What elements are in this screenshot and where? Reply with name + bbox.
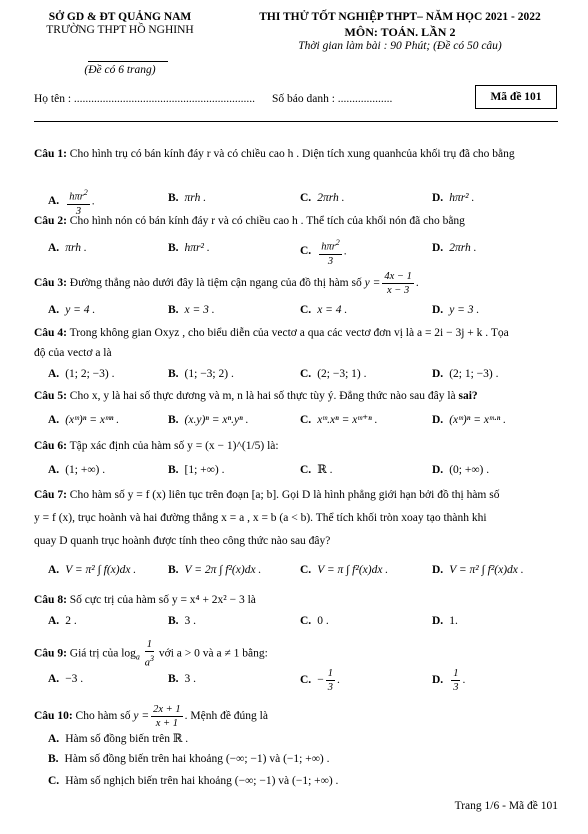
subject-title: MÔN: TOÁN. LẦN 2 — [344, 25, 456, 39]
question-5 — [34, 387, 558, 405]
option-b[interactable]: B. πrh . — [168, 192, 207, 204]
page-count: (Đề có 6 trang) — [84, 64, 156, 76]
option-b[interactable]: B. Hàm số đồng biến trên hai khoảng (−∞; −1) và (−1; +∞) . — [48, 753, 330, 765]
question-6 — [34, 437, 558, 455]
question-emphasis: sai? — [458, 390, 478, 402]
option-b[interactable]: B. x = 3 . — [168, 304, 215, 316]
question-text: Cho hình trụ có bán kính đáy r và có chiều cao h . Diện tích xung quanhcủa khối trụ đã cho bằng — [69, 148, 515, 160]
question-text: Cho hình nón có bán kính đáy r và có chiều cao h . Thể tích của khối nón đã cho bằng — [69, 215, 465, 227]
option-b[interactable]: B. hπr² . — [168, 242, 210, 254]
option-c[interactable]: C. $\frac{h\pi r^2}{3}$ . — [300, 238, 347, 267]
question-text: Số cực trị của hàm số y = x⁴ + 2x² − 3 là — [69, 594, 256, 606]
page-footer: Trang 1/6 - Mã đề 101 — [454, 800, 558, 812]
option-d[interactable]: D. $\frac{1}{3}$ . — [432, 668, 466, 693]
option-c[interactable]: C. 0 . — [300, 615, 329, 627]
question-8 — [34, 591, 558, 609]
question-3: Câu 3: Đường thẳng nào dưới đây là tiệm cận ngang của đồ thị hàm số y = $\frac{4x - 1}{x - 3}$ . — [34, 271, 419, 296]
question-text: Đường thẳng nào dưới đây là tiệm cận ngang của đồ thị hàm số — [69, 277, 362, 290]
option-a[interactable]: A. Hàm số đồng biến trên ℝ . — [48, 733, 189, 745]
exam-time: Thời gian làm bài : 90 Phút; (Đề có 50 câu) — [298, 40, 502, 52]
school-name: TRƯỜNG THPT HỒ NGHINH — [46, 24, 194, 36]
question-1 — [34, 145, 558, 163]
header-divider — [88, 61, 168, 62]
option-d[interactable]: D. V = π² ∫ f²(x)dx . — [432, 564, 524, 576]
question-7 — [34, 486, 558, 504]
question-7-line-2: y = f (x), trục hoành và hai đường thẳng x = a , x = b (a < b). Thể tích khối tròn xoay tạo thành khi — [34, 512, 487, 524]
option-b[interactable]: B. V = 2π ∫ f²(x)dx . — [168, 564, 262, 576]
header-separator — [34, 121, 558, 122]
question-text: Tập xác định của hàm số y = (x − 1)^(1/5) là: — [69, 440, 279, 452]
option-a[interactable]: A. −3 . — [48, 673, 84, 685]
question-text-tail: . Mệnh đề đúng là — [184, 710, 268, 723]
question-number: Câu 10: — [34, 710, 73, 723]
question-2 — [34, 212, 558, 230]
option-a[interactable]: A. (xᵐ)ⁿ = xᵐⁿ . — [48, 414, 120, 426]
question-text: Cho x, y là hai số thực dương và m, n là hai số thực tùy ý. Đẳng thức nào sau đây là — [69, 390, 456, 402]
question-10: Câu 10: Cho hàm số y = $\frac{2x + 1}{x + 1}$ . Mệnh đề đúng là — [34, 704, 268, 729]
question-number: Câu 5: — [34, 390, 67, 402]
option-a[interactable]: A. V = π² ∫ f(x)dx . — [48, 564, 137, 576]
option-a[interactable]: A. $\frac{h\pi r^2}{3}$ . — [48, 188, 95, 217]
question-4-line-2: độ của vectơ a là — [34, 347, 112, 359]
question-text: Cho hàm số y = f (x) liên tục trên đoạn [a; b]. Gọi D là hình phẳng giới hạn bởi đồ thị hàm số — [69, 489, 500, 501]
option-d[interactable]: D. (2; 1; −3) . — [432, 368, 499, 380]
question-text: Giá trị của log — [69, 647, 136, 660]
question-number: Câu 6: — [34, 440, 67, 452]
option-b[interactable]: B. (x.y)ⁿ = xⁿ.yⁿ . — [168, 414, 249, 426]
question-number: Câu 9: — [34, 647, 67, 660]
question-4 — [34, 324, 558, 342]
option-b[interactable]: B. [1; +∞) . — [168, 464, 225, 476]
option-b[interactable]: B. 3 . — [168, 615, 197, 627]
question-number: Câu 3: — [34, 277, 67, 290]
option-d[interactable]: D. 1. — [432, 615, 458, 627]
exam-code-box: Mã đề 101 — [475, 85, 557, 109]
option-a[interactable]: A. 2 . — [48, 615, 77, 627]
option-a[interactable]: A. πrh . — [48, 242, 87, 254]
option-d[interactable]: D. (xᵐ)ⁿ = xᵐ·ⁿ . — [432, 414, 507, 426]
option-c[interactable]: C. − $\frac{1}{3}$ . — [300, 668, 340, 693]
option-c[interactable]: C. ℝ . — [300, 464, 333, 476]
option-d[interactable]: D. 2πrh . — [432, 242, 477, 254]
question-text: Cho hàm số — [75, 710, 131, 723]
exam-title: THI THỬ TỐT NGHIỆP THPT– NĂM HỌC 2021 - 2022 — [259, 11, 541, 23]
question-number: Câu 7: — [34, 489, 67, 501]
question-number: Câu 4: — [34, 327, 67, 339]
option-c[interactable]: C. 2πrh . — [300, 192, 345, 204]
option-d[interactable]: D. (0; +∞) . — [432, 464, 490, 476]
option-c[interactable]: C. Hàm số nghịch biến trên hai khoảng (−∞; −1) và (−1; +∞) . — [48, 775, 339, 787]
question-number: Câu 2: — [34, 215, 67, 227]
option-c[interactable]: C. x = 4 . — [300, 304, 348, 316]
question-7-line-3: quay D quanh trục hoành được tính theo công thức nào sau đây? — [34, 535, 331, 547]
option-d[interactable]: D. y = 3 . — [432, 304, 480, 316]
option-c[interactable]: C. V = π ∫ f²(x)dx . — [300, 564, 389, 576]
option-a[interactable]: A. (1; +∞) . — [48, 464, 106, 476]
option-a[interactable]: A. y = 4 . — [48, 304, 96, 316]
option-c[interactable]: C. xᵐ.xⁿ = xᵐ⁺ⁿ . — [300, 414, 378, 426]
option-b[interactable]: B. (1; −3; 2) . — [168, 368, 234, 380]
question-number: Câu 8: — [34, 594, 67, 606]
name-field[interactable]: Họ tên : ............................................................... — [34, 93, 256, 105]
question-number: Câu 1: — [34, 148, 67, 160]
question-text-tail: với a > 0 và a ≠ 1 bằng: — [158, 647, 268, 660]
option-d[interactable]: D. hπr² . — [432, 192, 475, 204]
option-b[interactable]: B. 3 . — [168, 673, 197, 685]
question-text: Trong không gian Oxyz , cho biểu diễn của vectơ a qua các vectơ đơn vị là a = 2i − 3j + k . Tọa — [69, 327, 509, 339]
question-9: Câu 9: Giá trị của $\log_a$ $\frac{1}{a^3}$ với a > 0 và a ≠ 1 bằng: — [34, 639, 268, 669]
option-a[interactable]: A. (1; 2; −3) . — [48, 368, 115, 380]
option-c[interactable]: C. (2; −3; 1) . — [300, 368, 367, 380]
department-name: SỞ GD & ĐT QUẢNG NAM — [48, 11, 192, 23]
candidate-number-field[interactable]: Số báo danh : ................... — [272, 93, 393, 105]
